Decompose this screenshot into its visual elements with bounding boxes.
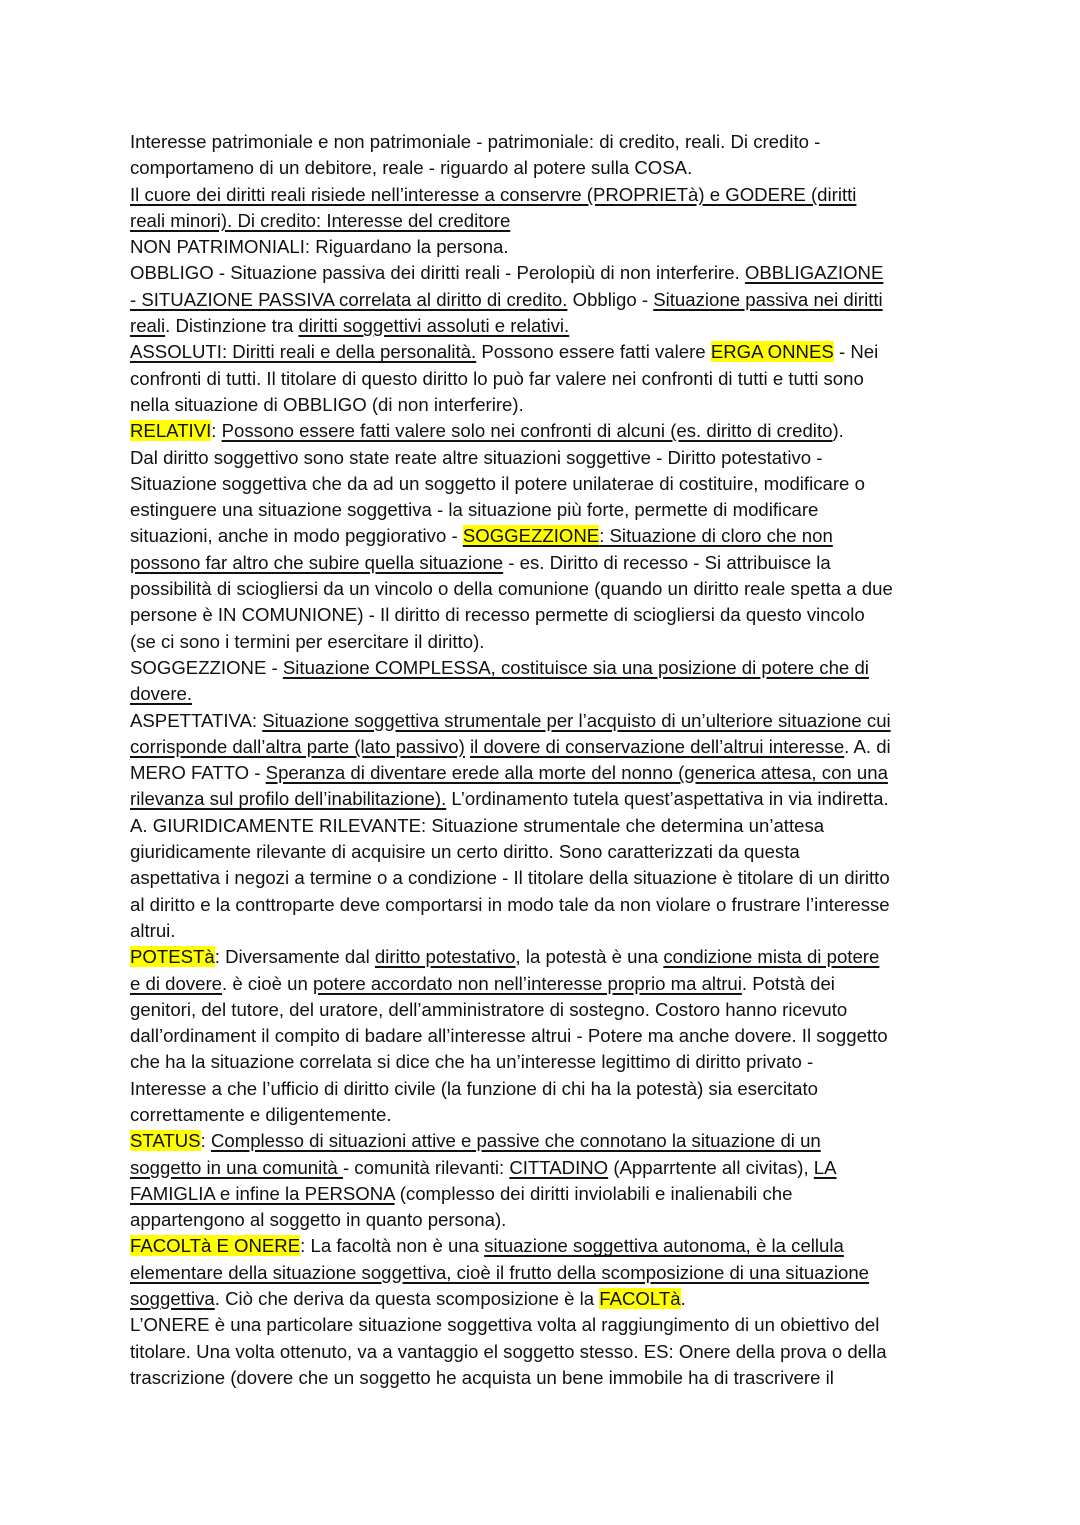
text-run: Obbligo - — [567, 288, 654, 310]
text-run: : La facoltà non è una — [300, 1235, 485, 1257]
text-run: . Distinzione tra — [165, 315, 299, 337]
text-run: al diritto e la conttroparte deve comportarsi in modo tale da non violare o frustrare l’interesse — [130, 893, 890, 915]
underlined-text: OBBLIGAZIONE — [744, 262, 884, 284]
text-run: A. GIURIDICAMENTE RILEVANTE: Situazione strumentale che determina un’attesa — [130, 814, 825, 836]
text-run: . Ciò che deriva da questa scomposizione è la — [214, 1288, 600, 1310]
underlined-text: possono far altro che subire quella situazione — [130, 551, 504, 573]
text-run: confronti di tutti. Il titolare di questo diritto lo può far valere nei confronti di tutti e tutti sono — [130, 367, 864, 389]
underlined-text: - SITUAZIONE PASSIVA correlata al diritto di credito. — [130, 288, 568, 310]
underlined-text: il dovere di conservazione dell’altrui interesse — [470, 735, 845, 757]
text-line — [130, 392, 960, 418]
text-line — [130, 760, 960, 786]
text-run: : Diversamente dal — [214, 946, 375, 968]
underlined-text: situazione soggettiva autonoma, è la cellula — [484, 1235, 844, 1257]
text-run: situazioni, anche in modo peggiorativo - — [130, 525, 463, 547]
text-line — [130, 523, 960, 549]
underlined-text: soggetto in una comunità — [130, 1156, 343, 1178]
underlined-text: soggettiva — [130, 1288, 215, 1310]
underlined-text: corrisponde dall’altra parte (lato passivo) — [130, 735, 465, 757]
text-run: L’ordinamento tutela quest’aspettativa in via indiretta. — [446, 788, 889, 810]
highlighted-text: RELATIVI — [130, 420, 212, 442]
text-line — [130, 1207, 960, 1233]
text-line — [130, 1181, 960, 1207]
highlighted-text: STATUS — [130, 1130, 201, 1152]
text-run: altrui. — [130, 919, 176, 941]
text-run: MERO FATTO - — [130, 762, 266, 784]
underlined-text: condizione mista di potere — [663, 946, 880, 968]
text-run: comportameno di un debitore, reale - riguardo al potere sulla COSA. — [130, 157, 693, 179]
text-line — [130, 418, 960, 444]
text-run: Interesse a che l’ufficio di diritto civile (la funzione di chi ha la potestà) sia esercitato — [130, 1077, 818, 1099]
text-run: (complesso dei diritti inviolabili e inalienabili che — [394, 1182, 793, 1204]
highlighted-text: FACOLTà E ONERE — [130, 1235, 301, 1257]
text-run: NON PATRIMONIALI: Riguardano la persona. — [130, 236, 509, 258]
text-run: - comunità rilevanti: — [342, 1156, 510, 1178]
text-run: genitori, del tutore, del uratore, dell’amministratore di sostegno. Costoro hanno ricevuto — [130, 998, 848, 1020]
text-run: . A. di — [844, 735, 891, 757]
text-line — [130, 576, 960, 602]
text-run: ). — [832, 420, 844, 442]
text-run: (Apparrtente all civitas), — [608, 1156, 814, 1178]
text-line — [130, 1286, 960, 1312]
underlined-text: : Situazione di cloro che non — [599, 525, 833, 547]
text-line — [130, 497, 960, 523]
underlined-text: Il cuore dei diritti reali risiede nell’interesse a conservre (PROPRIETà) e GODERE (diritti — [130, 183, 857, 205]
text-line — [130, 155, 960, 181]
text-run: L’ONERE è una particolare situazione soggettiva volta al raggiungimento di un obiettivo del — [130, 1314, 880, 1336]
text-run: SOGGEZZIONE - — [130, 656, 283, 678]
text-run: . è cioè un — [222, 972, 313, 994]
text-run: estinguere una situazione soggettiva - la situazione più forte, permette di modificare — [130, 499, 819, 521]
text-run: Possono essere fatti valere — [476, 341, 711, 363]
text-run: - Nei — [833, 341, 879, 363]
text-run: Dal diritto soggettivo sono state reate altre situazioni soggettive - Diritto potestativo - — [130, 446, 823, 468]
underlined-text: elementare della situazione soggettiva, cioè il frutto della scomposizione di una situazione — [130, 1261, 870, 1283]
text-line — [130, 892, 960, 918]
underlined-text: Situazione passiva nei diritti — [653, 288, 883, 310]
underlined-text: reali minori). Di credito: Interesse del creditore — [130, 209, 511, 231]
underlined-text: Possono essere fatti valere solo nei confronti di alcuni (es. diritto di credito — [221, 420, 833, 442]
text-line — [130, 287, 960, 313]
text-run: appartengono al soggetto in quanto persona). — [130, 1209, 507, 1231]
text-run: nella situazione di OBBLIGO (di non interferire). — [130, 393, 524, 415]
highlighted-text: SOGGEZZIONE — [462, 525, 600, 547]
text-line — [130, 1076, 960, 1102]
text-line — [130, 1312, 960, 1338]
underlined-text: Complesso di situazioni attive e passive che connotano la situazione di un — [210, 1130, 821, 1152]
text-line — [130, 550, 960, 576]
underlined-text: dovere. — [130, 683, 193, 705]
text-line — [130, 1339, 960, 1365]
text-run: aspettativa i negozi a termine o a condizione - Il titolare della situazione è titolare di un diritto — [130, 867, 890, 889]
underlined-text: reali — [130, 315, 166, 337]
text-run: persone è IN COMUNIONE) - Il diritto di recesso permette di sciogliersi da questo vincolo — [130, 604, 865, 626]
text-run: Interesse patrimoniale e non patrimoniale - patrimoniale: di credito, reali. Di credito - — [130, 131, 821, 152]
text-line — [130, 602, 960, 628]
text-line — [130, 260, 960, 286]
text-line — [130, 182, 960, 208]
text-line — [130, 971, 960, 997]
text-run: correttamente e diligentemente. — [130, 1103, 392, 1125]
underlined-text: Speranza di diventare erede alla morte del nonno (generica attesa, con una — [265, 762, 888, 784]
document-page — [130, 129, 960, 1391]
underlined-text: Situazione COMPLESSA, costituisce sia una posizione di potere che di — [282, 656, 869, 678]
text-run: dall’ordinament il compito di badare all’interesse altrui - Potere ma anche dovere. Il soggetto — [130, 1025, 888, 1047]
text-run: OBBLIGO - Situazione passiva dei diritti reali - Perolopiù di non interferire. — [130, 262, 745, 284]
text-run: . — [680, 1288, 686, 1310]
highlighted-text: FACOLTà — [599, 1288, 681, 1310]
text-line — [130, 208, 960, 234]
text-line — [130, 1102, 960, 1128]
text-run: ASPETTATIVA: — [130, 709, 263, 731]
highlighted-text: POTESTà — [130, 946, 215, 968]
text-line — [130, 839, 960, 865]
text-line — [130, 1023, 960, 1049]
text-run: , la potestà è una — [515, 946, 664, 968]
underlined-text: potere accordato non nell’interesse proprio ma altrui — [312, 972, 742, 994]
text-line — [130, 1365, 960, 1391]
underlined-text: diritto potestativo — [374, 946, 516, 968]
underlined-text: ASSOLUTI: Diritti reali e della personalità. — [130, 341, 477, 363]
text-line — [130, 366, 960, 392]
text-line — [130, 708, 960, 734]
text-run: - es. Diritto di recesso - Si attribuisce la — [503, 551, 831, 573]
text-line — [130, 786, 960, 812]
underlined-text: LA — [813, 1156, 837, 1178]
text-line — [130, 681, 960, 707]
text-line — [130, 339, 960, 365]
text-line — [130, 313, 960, 339]
text-line — [130, 734, 960, 760]
text-run: Situazione soggettiva che da ad un soggetto il potere unilaterae di costituire, modificare o — [130, 472, 865, 494]
text-run: (se ci sono i termini per esercitare il diritto). — [130, 630, 485, 652]
text-line — [130, 813, 960, 839]
highlighted-text: ERGA ONNES — [710, 341, 834, 363]
text-line — [130, 655, 960, 681]
text-run: titolare. Una volta ottenuto, va a vantaggio el soggetto stesso. ES: Onere della prova o della — [130, 1340, 887, 1362]
text-line — [130, 471, 960, 497]
underlined-text: rilevanza sul profilo dell’inabilitazione). — [130, 788, 447, 810]
text-run: : — [200, 1130, 211, 1152]
text-line — [130, 629, 960, 655]
text-line — [130, 865, 960, 891]
text-run: giuridicamente rilevante di acquisire un certo diritto. Sono caratterizzati da questa — [130, 841, 800, 863]
underlined-text: FAMIGLIA e infine la PERSONA — [130, 1182, 395, 1204]
underlined-text: diritti soggettivi assoluti e relativi. — [298, 315, 570, 337]
text-line — [130, 1128, 960, 1154]
text-run: . Potstà dei — [741, 972, 835, 994]
text-run: trascrizione (dovere che un soggetto he acquista un bene immobile ha di trascrivere il — [130, 1366, 834, 1388]
text-line — [130, 234, 960, 260]
text-line — [130, 445, 960, 471]
text-line — [130, 1260, 960, 1286]
text-line — [130, 944, 960, 970]
underlined-text: e di dovere — [130, 972, 222, 994]
underlined-text: Situazione soggettiva strumentale per l’acquisto di un’ulteriore situazione cui — [262, 709, 891, 731]
text-line — [130, 1155, 960, 1181]
text-run: che ha la situazione correlata si dice che ha un’interesse legittimo di diritto privato - — [130, 1051, 814, 1073]
text-run: possibilità di sciogliersi da un vincolo o della comunione (quando un diritto reale spetta a due — [130, 578, 893, 600]
text-line — [130, 918, 960, 944]
text-line — [130, 1049, 960, 1075]
text-line — [130, 1233, 960, 1259]
text-line — [130, 129, 960, 155]
text-run: : — [211, 420, 222, 442]
text-line — [130, 997, 960, 1023]
underlined-text: CITTADINO — [509, 1156, 609, 1178]
